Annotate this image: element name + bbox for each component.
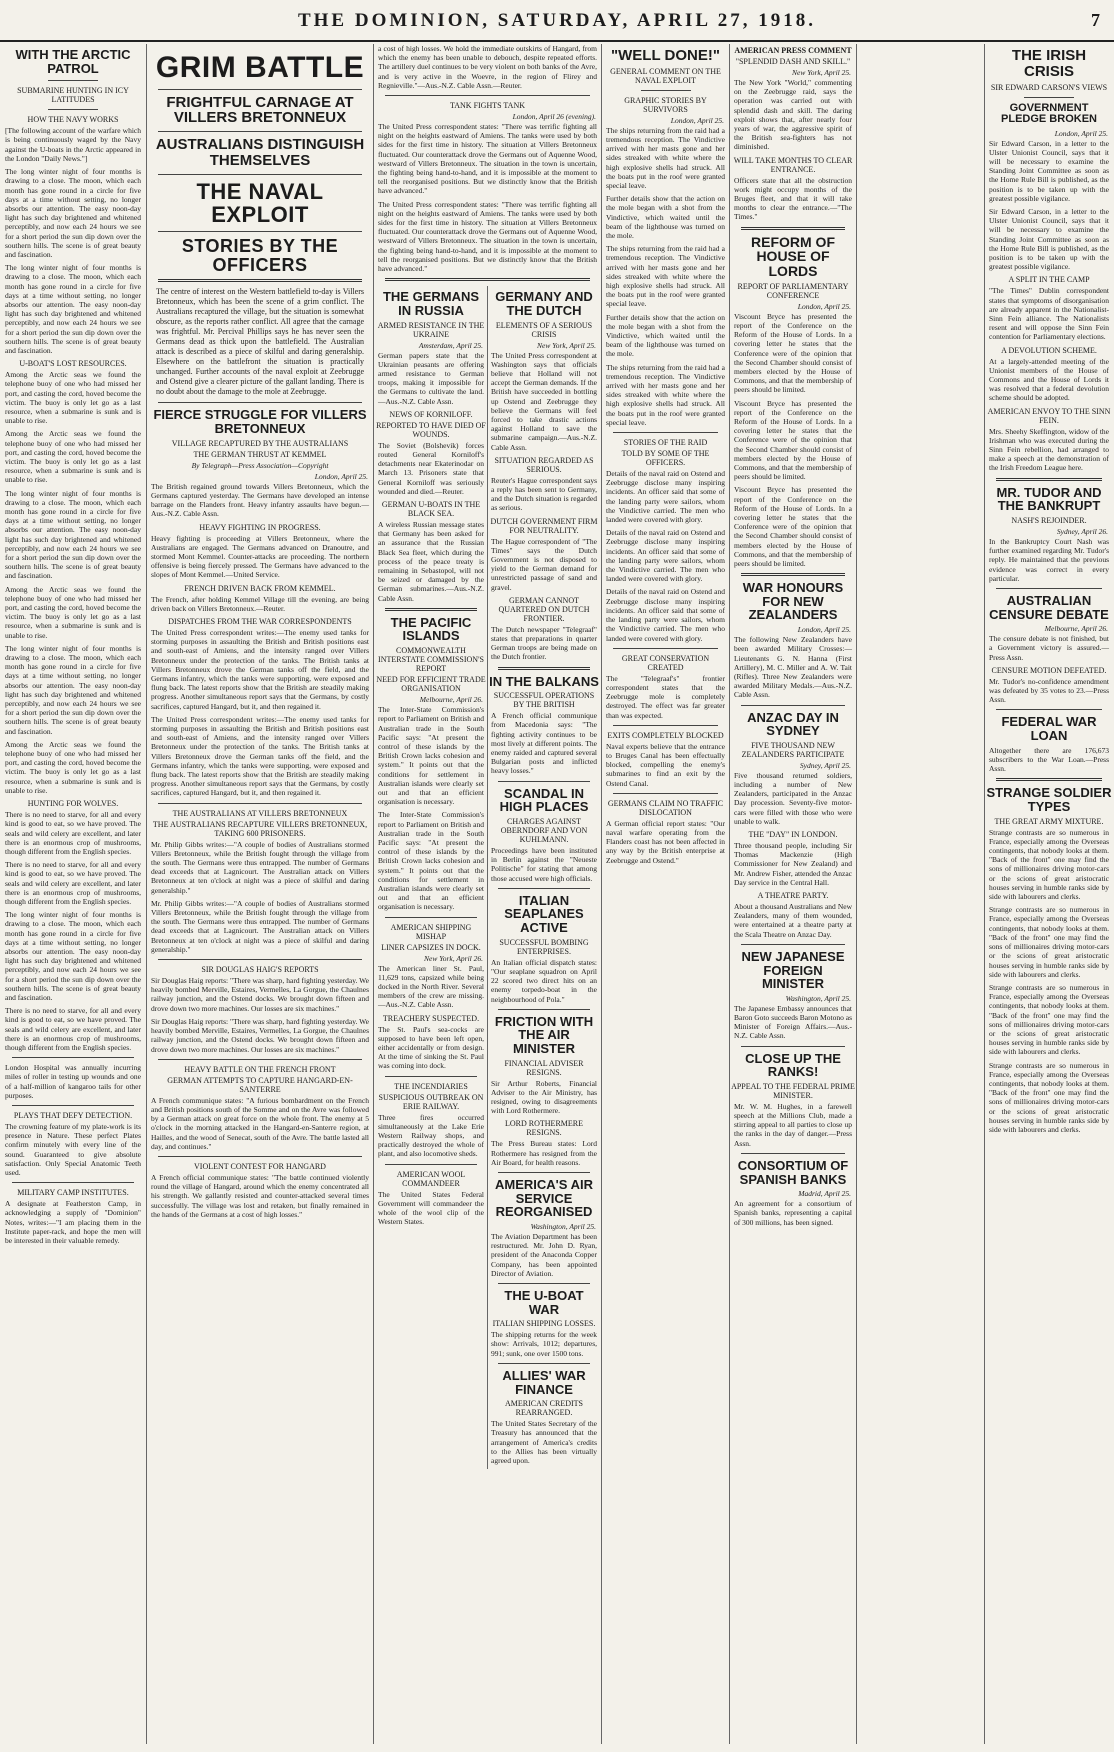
article-paragraph: Among the Arctic seas we found the telephone buoy of one who had missed her port, and casting the cord, hoved become the victim. The buoy is only let go as a last resource, when a submarine is sunk and is unable to rise. (5, 739, 141, 795)
article-headline: SCANDAL IN HIGH PLACES (499, 785, 589, 815)
section-subhead: DUTCH GOVERNMENT FIRM FOR NEUTRALITY. (490, 516, 598, 535)
article-intro: [The following account of the warfare which is being continuously waged by the Navy against the U-boats in the Arctic appeared in the London "Daily News."] (5, 126, 141, 163)
article-paragraph: There is no need to starve, for all and every kind is good to eat, so we have proved. The seals and wild celery are excellent, and later there is an enormous crop of mushrooms, though different from the English species. (5, 1006, 141, 1052)
article-paragraph: A French official communique from Macedonia says: "The fighting activity continues to be most lively at different points. The enemy raided and captured several Bulgarian posts and inflicted heavy losses." (491, 711, 597, 776)
article-paragraph: "The Times" Dublin correspondent states that symptoms of disorganisation are already apparent in the Nationalist-Sinn Fein alliance. The Nationalists resent and will oppose the Sinn Fein contention for Parliamentary elections. (989, 286, 1109, 342)
section-subhead: THE "DAY" IN LONDON. (748, 830, 838, 840)
article-paragraph: There is no need to starve, for all and every kind is good to eat, so we have proved. The seals and wild celery are excellent, and later there is an enormous crop of mushrooms, though different from the English species. (5, 810, 141, 856)
lead-headline: GRIM BATTLE (155, 51, 365, 84)
article-paragraph: Mr. W. M. Hughes, in a farewell speech at the Millions Club, made a stirring appeal to all parties to close up the ranks in the day of danger.—Press Assn. (734, 1101, 852, 1148)
lead-intro: The centre of interest on the Western battlefield to-day is Villers Bretonneux, which has been the scene of a grim conflict. The Australians recaptured the village, but the situation is somewhat obscure, as the reports rather conflict. All agree that the carnage was frightful. Mr. Percival Phillips says he has never seen the Germans dead as thick upon the battlefield. The Australian attack is described as a piece of skilful and daring generalship. Elsewhere on the battlefront the situation is practically unchanged. Further accounts of the naval exploit at Zeebrugge and Ostend give a clearer picture of the gallant landing. There is no doubt about the damage to the mole at Zeebrugge. (156, 287, 364, 397)
column-3 (375, 44, 600, 1744)
section-subhead: A SPLIT IN THE CAMP (1008, 275, 1090, 285)
section-subhead: AMERICAN ENVOY TO THE SINN FEIN. (987, 406, 1111, 425)
article-subhead: THE GERMAN THRUST AT KEMMEL (193, 449, 327, 459)
newspaper-masthead-title: THE DOMINION, SATURDAY, APRIL 27, 1918. (297, 10, 816, 31)
article-headline: NEW JAPANESE FOREIGN MINISTER (741, 948, 845, 992)
dateline: London, April 25. (1054, 128, 1108, 138)
sub-column (488, 286, 600, 1469)
article-paragraph: The United Press correspondent at Washington says that officials believe that Holland will not accept the German demands. If the British have succeeded in bottling up Ostend and Zeebrugge they believe the Germans will feel forced to take drastic actions against Holland to save the submarine campaign.—Aus.-N.Z. Cable Assn. (491, 350, 597, 452)
article-paragraph: The long winter night of four months is drawing to a close. The moon, which each month has gone round in a circle for five days at a time without setting, no longer absorbs our attention. The easy noon-day light has such day brightened and whitened perceptibly, and now each 24 hours we see for a short period the sun dip down over the southern hills. The scene is of great beauty and fascination. (5, 488, 141, 581)
section-subhead: LINER CAPSIZES IN DOCK. (381, 942, 481, 952)
article-paragraph: Altogether there are 176,673 subscribers to the War Loan.—Press Assn. (989, 745, 1109, 774)
article-paragraph: Proceedings have been instituted in Berlin against the "Neueste Politische" for stating that among those accused were high officials. (491, 845, 597, 883)
article-paragraph: The Inter-State Commission's report to Parliament on British and Australian trade in the South Pacific says: "At present the control of these islands by the British Crown lacks cohesion and system." It points out that the conditions for settlement in Australian islands were clearly set out and that an efficient organisation is necessary. (378, 810, 484, 912)
column-6 (731, 44, 855, 1744)
lead-subheadline: STORIES BY THE OFFICERS (181, 235, 339, 275)
article-headline: THE GERMANS IN RUSSIA (382, 289, 480, 318)
dateline: London, April 26 (evening). (512, 112, 596, 122)
article-paragraph: Mrs. Sheehy Skeffington, widow of the Irishman who was executed during the Sinn Fein rebellion, had arranged to make a speech at the demonstration of the Irish Freedom League here. (989, 426, 1109, 473)
dateline: Melbourne, April 26. (1044, 624, 1108, 634)
article-paragraph: The long winter night of four months is drawing to a close. The moon, which each month has gone round in a circle for five days at a time without setting, no longer absorbs our attention. The easy noon-day light has such day brightened and whitened perceptibly, and now each 24 hours we see for a short period the sun dip down over the southern hills. The scene is of great beauty and fascination. (5, 167, 141, 259)
article-paragraph: Strange contrasts are so numerous in France, especially among the Overseas contingents, that nobody looks at them. "Back of the front" one may find the sons of millionaires driving motor-cars or the scions of great aristocratic houses serving in humble ranks side by side with labourers and clerks. (989, 982, 1109, 1057)
masthead (0, 0, 1114, 42)
dateline: London, April 25. (797, 301, 851, 311)
article-headline: AMERICAN PRESS COMMENT (734, 46, 852, 55)
article-headline: FIERCE STRUGGLE FOR VILLERS BRETONNEUX (153, 407, 367, 437)
article-paragraph: London Hospital was annually incurring miles of roller in testing up wounds and one of a half-million of kangaroo tails for other purposes. (5, 1063, 141, 1100)
section-subhead: AMERICAN WOOL COMMANDEER (396, 1169, 466, 1188)
dateline: London, April 25. (670, 115, 724, 125)
article-paragraph: Details of the naval raid on Ostend and Zeebrugge disclose many inspiring incidents. An officer said that some of the landing party were sailors, whom the Vindictive carried. The men who landed were covered with glory. (606, 587, 725, 643)
article-paragraph: A German official report states: "Our naval warfare operating from the Flanders coast has not been affected in any way by the British enterprise at Zeebrugge and Ostend." (606, 818, 725, 865)
article-headline: ALLIES' WAR FINANCE (502, 1367, 586, 1397)
article-headline: THE PACIFIC ISLANDS (390, 614, 472, 644)
article-subhead: HOW THE NAVY WORKS (27, 115, 119, 125)
article-paragraph: a cost of high losses. We hold the immediate outskirts of Hangard, from which the enemy has been unable to debouch, despite repeated efforts. The artillery duel continues to be very violent on both banks of the Avre, and is very active in the Woevre, in the region of Flirey and Regnieville."—Aus.-N.Z. Cable Assn.—Reuter. (378, 44, 597, 90)
article-paragraph: The United Press correspondent writes:—The enemy used tanks for storming purposes in assaulting the British and British positions east and south-east of Amiens, and the intensity ranged over Villers Bretonneux under the protection of the tanks. The British tanks at Villers Bretonneux drove the German tanks off the field, and the Germans infantry, which the tanks were supporting, were exposed and flung back. The latest reports show that the British are steadily making progress. Another simultaneous report says that the Germans, by costly sacrifices, captured Hangard, but it, and then regained it. (151, 627, 369, 711)
dateline: Madrid, April 25. (798, 1189, 851, 1199)
section-subhead: MILITARY CAMP INSTITUTES. (17, 1188, 129, 1198)
lead-story-column (148, 44, 372, 1744)
article-subhead: COMMONWEALTH INTERSTATE COMMISSION'S REPORT (378, 646, 484, 674)
section-subhead: TOLD BY SOME OF THE OFFICERS. (621, 449, 710, 468)
dateline: New York, April 26. (424, 953, 483, 963)
column-7 (986, 44, 1112, 1744)
article-paragraph: Three fires occurred simultaneously at the Lake Erie Western Railway shops, and practically destroyed the whole of plant, and also locomotive sheds. (378, 1112, 484, 1159)
section-subhead: A THEATRE PARTY. (757, 891, 829, 901)
article-paragraph: The Aviation Department has been restructured. Mr. John D. Ryan, president of the Anaconda Copper Company, has been appointed Director of Aviation. (491, 1231, 597, 1278)
article-paragraph: Strange contrasts are so numerous in France, especially among the Overseas contingents, that nobody looks at them. "Back of the front" one may find the sons of millionaires driving motor-cars or the scions of great aristocratic houses serving in humble ranks side by side with labourers and clerks. (989, 827, 1109, 902)
section-subhead: GREAT CONSERVATION CREATED (621, 653, 710, 672)
split-section (375, 286, 600, 1469)
article-paragraph: The Inter-State Commission's report to Parliament on British and Australian trade in the South Pacific says: "At present the control of these islands by the British Crown lacks cohesion and system." It points out that the conditions for settlement in Australian islands were clearly set out and that an efficient organisation is necessary. (378, 705, 484, 807)
article-paragraph: The ships returning from the raid had a tremendous reception. The Vindictive arrived with her masts gone and her sides streaked with white where the high explosive shells had struck. All the boats put in the roof were granted special leave. (606, 362, 725, 427)
article-subhead: SUCCESSFUL OPERATIONS BY THE BRITISH (493, 691, 595, 710)
section-subhead: GERMAN U-BOATS IN THE BLACK SEA. (381, 499, 481, 518)
article-paragraph: The United States Federal Government will commandeer the whole of the wool clip of the Western States. (378, 1189, 484, 1227)
section-subhead: THE INCENDIARIES (394, 1081, 468, 1091)
section-subhead: A DEVOLUTION SCHEME. (1001, 345, 1097, 355)
column-5 (603, 44, 728, 1744)
section-subhead: FRENCH DRIVEN BACK FROM KEMMEL. (184, 583, 336, 593)
section-subhead: DISPATCHES FROM THE WAR CORRESPONDENTS (168, 616, 352, 626)
article-paragraph: Sir Arthur Roberts, Financial Adviser to the Air Ministry, has resigned, owing to disagreements with Lord Rothermere. (491, 1078, 597, 1116)
article-paragraph: Viscount Bryce has presented the report of the Conference on the Reform of the House of Lords. In a covering letter he states that the Conference were of the opinion that the Second Chamber should consist of members elected by the House of Commons, and that the membership of peers should be limited. (734, 311, 852, 395)
section-subhead: SIR DOUGLAS HAIG'S REPORTS (201, 965, 319, 975)
article-paragraph: The ships returning from the raid had a tremendous reception. The Vindictive arrived with her masts gone and her sides streaked with white where the high explosive shells had struck. All the boats put in the roof were granted special leave. (606, 244, 725, 309)
section-subhead: WILL TAKE MONTHS TO CLEAR ENTRANCE. (733, 155, 853, 174)
section-subhead: REPORTED TO HAVE DIED OF WOUNDS. (376, 420, 486, 439)
article-paragraph: The shipping returns for the week show: Arrivals, 1012; departures, 991; sunk, one over 1500 tons. (491, 1330, 597, 1358)
article-subhead: FIVE THOUSAND NEW ZEALANDERS PARTICIPATE (741, 740, 845, 759)
section-subhead: GERMAN ATTEMPTS TO CAPTURE HANGARD-EN-SANTERRE (167, 1075, 353, 1094)
article-paragraph: The censure debate is not finished, but a Government victory is assured.—Press Assn. (989, 634, 1109, 662)
article-subhead: VILLAGE RECAPTURED BY THE AUSTRALIANS (171, 438, 349, 448)
article-headline: ANZAC DAY IN SYDNEY (747, 709, 839, 739)
column-1 (2, 44, 144, 1744)
section-subhead: STORIES OF THE RAID (623, 438, 708, 448)
article-paragraph: Sir Douglas Haig reports: "There was sharp, hard fighting yesterday. We heavily bombed Merville, Estaires, Vermelles, La Gorgue, the Chaulnes railway junction, and the Ostend docks. We brought down fifteen and drove down two more machines. Our losses are six machines." (151, 976, 369, 1013)
article-subhead: APPEAL TO THE FEDERAL PRIME MINISTER. (731, 1081, 855, 1100)
dateline: Melbourne, April 26. (419, 695, 483, 705)
article-paragraph: Further details show that the action on the mole began with a shot from the Vindictive, which waited until the beam of the lighthouse was turned on the mole. (606, 194, 725, 240)
dateline: Sydney, April 26. (1056, 526, 1108, 536)
article-paragraph: The following New Zealanders have been awarded Military Crosses:—Lieutenants G. N. Hanna (First Artillery), M. C. Miller and A. W. Tait (Rifles). Three New Zealanders were awarded Military Medals.—Aus.-N.Z. Cable Assn. (734, 635, 852, 700)
article-paragraph: The British regained ground towards Villers Bretonneux, which the Germans captured yesterday. The Germans have developed an intense barrage on the Flanders front. Heavy infantry assaults have begun.—Aus.-N.Z. Cable Assn. (151, 481, 369, 519)
article-paragraph: The Dutch newspaper "Telegraaf" states that preparations in quarter German troops are being made on the Dutch frontier. (491, 624, 597, 662)
article-paragraph: Officers state that all the obstruction work might occupy months of the Bruges fleet, and that it will take months to clear the entrance.—"The Times." (734, 175, 852, 222)
lead-subheadline: FRIGHTFUL CARNAGE AT VILLERS BRETONNEUX (166, 93, 354, 127)
article-paragraph: Mr. Philip Gibbs writes:—"A couple of bodies of Australians stormed Villers Bretonneux, while the British fought through the village from the south. The Germans were thus entrapped. The number of Germans dead exceeds that at Lagnicourt. The Australian attack on Villers Bretonneux at ten o'clock at night was a piece of skilful and daring generalship." (151, 839, 369, 895)
section-subhead: HEAVY FIGHTING IN PROGRESS. (199, 522, 321, 532)
article-subhead: SUBMARINE HUNTING IN ICY LATITUDES (17, 86, 129, 105)
article-headline: CLOSE UP THE RANKS! (745, 1050, 841, 1080)
article-paragraph: Details of the naval raid on Ostend and Zeebrugge disclose many inspiring incidents. An officer said that some of the landing party were sailors, whom the Vindictive carried. The men who landed were covered with glory. (606, 469, 725, 525)
article-headline: STRANGE SOLDIER TYPES (986, 785, 1112, 815)
section-subhead: SITUATION REGARDED AS SERIOUS. (494, 455, 594, 474)
article-headline: THE U-BOAT WAR (504, 1288, 584, 1317)
article-headline: AUSTRALIAN CENSURE DEBATE (989, 592, 1109, 622)
article-headline: WITH THE ARCTIC PATROL (15, 47, 131, 76)
article-paragraph: The long winter night of four months is drawing to a close. The moon, which each month has gone round in a circle for five days at a time without setting, no longer absorbs our attention. The easy noon-day light has such day brightened and whitened perceptibly, and now each 24 hours we see for a short period the sun dip down over the southern hills. The scene is of great beauty and fascination. (5, 910, 141, 1002)
article-paragraph: There is no need to starve, for all and every kind is good to eat, so we have proved. The seals and wild celery are excellent, and later there is an enormous crop of mushrooms, though different from the English species. (5, 860, 141, 906)
article-paragraph: Mr. Tudor's no-confidence amendment was defeated by 35 votes to 23.—Press Assn. (989, 676, 1109, 705)
dateline: London, April 25. (314, 471, 368, 481)
dateline: London, April 25. (797, 625, 851, 635)
article-subhead: SUCCESSFUL BOMBING ENTERPRISES. (499, 937, 589, 956)
article-subhead: CHARGES AGAINST OBERNDORF AND VON KUHLMANN. (500, 816, 588, 844)
section-subhead: PLAYS THAT DEFY DETECTION. (13, 1110, 133, 1120)
article-headline: REFORM OF HOUSE OF LORDS (751, 233, 835, 280)
article-headline: THE IRISH CRISIS (1011, 47, 1087, 80)
article-headline: CONSORTIUM OF SPANISH BANKS (737, 1157, 849, 1187)
section-subhead: SUSPICIOUS OUTBREAK ON ERIE RAILWAY. (378, 1092, 484, 1111)
article-paragraph: The American liner St. Paul, 11,629 tons, capsized while being docked in the North River. Several members of the crew are missing.—Aus.-N.Z. Cable Assn. (378, 963, 484, 1010)
article-paragraph: The United Press correspondent writes:—The enemy used tanks for storming purposes in assaulting the British and British positions east and south-east of Amiens, and the intensity ranged over Villers Bretonneux under the protection of the tanks. The British tanks at Villers Bretonneux drove the German tanks off the field, and the Germans infantry, which the tanks were supporting, were exposed and flung back. The latest reports show that the British are steadily making progress. Another simultaneous report says that the Germans, by costly sacrifices, captured Hangard, but it, and then regained it. (151, 714, 369, 798)
article-paragraph: Viscount Bryce has presented the report of the Conference on the Reform of the House of Lords. In a covering letter he states that the Conference were of the opinion that the Second Chamber should consist of members elected by the House of Commons, and that the membership of peers should be limited. (734, 485, 852, 568)
article-subhead: FINANCIAL ADVISER RESIGNS. (504, 1058, 584, 1077)
article-paragraph: Strange contrasts are so numerous in France, especially among the Overseas contingents, that nobody looks at them. "Back of the front" one may find the sons of millionaires driving motor-cars or the scions of great aristocratic houses serving in humble ranks side by side with labourers and clerks. (989, 1060, 1109, 1134)
article-paragraph: Five thousand returned soldiers, including a number of New Zealanders, participated in the Anzac Day procession. Seventy-five motor-cars were filled with those who were unable to walk. (734, 770, 852, 826)
article-subhead: SIR EDWARD CARSON'S VIEWS (990, 82, 1108, 92)
article-subhead: "SPLENDID DASH AND SKILL." (735, 57, 851, 66)
dateline: Washington, April 25. (530, 1221, 596, 1231)
article-paragraph: The ships returning from the raid had a tremendous reception. The Vindictive arrived with her masts gone and her sides streaked with white where the high explosive shells had struck. All the boats put in the roof were granted special leave. (606, 125, 725, 190)
dateline: Amsterdam, April 25. (418, 340, 483, 350)
article-headline: WAR HONOURS FOR NEW ZEALANDERS (742, 580, 844, 623)
article-paragraph: At a largely-attended meeting of the Unionist members of the House of Commons and the House of Lords it was resolved that a federal devolution scheme should be adopted. (989, 356, 1109, 403)
dateline: Washington, April 25. (785, 993, 851, 1003)
section-subhead: THE AUSTRALIANS RECAPTURE VILLERS BRETONNEUX, TAKING 600 PRISONERS. (152, 819, 368, 838)
section-subhead: HEAVY BATTLE ON THE FRENCH FRONT (184, 1064, 336, 1074)
article-headline: GERMANY AND THE DUTCH (495, 289, 593, 318)
section-subhead: AMERICAN SHIPPING MISHAP (390, 922, 472, 941)
page-number: 7 (1091, 10, 1100, 30)
section-subhead: LORD ROTHERMERE RESIGNS. (505, 1119, 583, 1138)
section-subhead: U-BOAT'S LOST RESOURCES. (19, 359, 127, 369)
column-rule (373, 44, 374, 1744)
section-subhead: VIOLENT CONTEST FOR HANGARD (194, 1161, 326, 1171)
section-subhead: CENSURE MOTION DEFEATED. (991, 665, 1107, 675)
article-headline: FEDERAL WAR LOAN (1001, 714, 1097, 744)
article-paragraph: A French communique states: "A furious bombardment on the French and British positions south of the Somme and on the Avre was followed by a German attack on great force on the whole front. The enemy at 5 o'clock in the morning attacked in the Hangard-en-Santerre region, at Hailles, and the wood of Senecat, south of the Avre. The battle lasted all day, and continues." (151, 1095, 369, 1151)
article-paragraph: In the Bankruptcy Court Nash was further examined regarding Mr. Tudor's reply. He maintained that the previous evidence was correct in every particular. (989, 536, 1109, 583)
article-subhead: ITALIAN SHIPPING LOSSES. (492, 1319, 596, 1329)
article-paragraph: The United Press correspondent states: "There was terrific fighting all night on the heights eastward of Amiens. The tanks were used by both sides for the first time in history. The situation at Villers Bretonneux fluctuated. Our counterattack drove the Germans out of Aquenne Wood, westward of Villers Bretonneux. The situation in the town is uncertain, the fighting being hand-to-hand, and it is impossible at the moment to tell the reorganised positions. But we distinctly know that the British have advanced." (378, 122, 597, 196)
article-paragraph: The Hague correspondent of "The Times" says the Dutch Government is not disposed to yield to the German demand for unrestricted passage of sand and gravel. (491, 536, 597, 592)
article-paragraph: The crowning feature of my plate-work is its presence in Nature. These perfect Plates confirm minutely with every line of the sound. Guaranteed to give absolute satisfaction. Only Special Anatomic Teeth used. (5, 1121, 141, 1177)
column-rule (856, 44, 857, 1744)
article-paragraph: Among the Arctic seas we found the telephone buoy of one who had missed her port, and casting the cord, hoved become the victim. The buoy is only let go as a last resource, when a submarine is sunk and is unable to rise. (5, 584, 141, 640)
article-paragraph: Three thousand people, including Sir Thomas Mackenzie (High Commissioner for New Zealand) and Mr. Andrew Fisher, attended the Anzac Day service in the Central Hall. (734, 841, 852, 887)
section-subhead: TREACHERY SUSPECTED. (382, 1013, 480, 1023)
article-paragraph: Sir Douglas Haig reports: "There was sharp, hard fighting yesterday. We heavily bombed Merville, Estaires, Vermelles, La Gorgue, the Chaulnes railway junction, and the Ostend docks. We brought down fifteen and drove down two more machines. Our losses are six machines." (151, 1016, 369, 1054)
article-paragraph: Naval experts believe that the entrance to Bruges Canal has been effectually blocked, compelling the enemy's submarines to find an exit by the Ostend Canal. (606, 741, 725, 788)
article-paragraph: The New York "World," commenting on the Zeebrugge raid, says the operation was carried out with splendid dash and skill. The daring exploit shows that, after nearly four years of war, the aggressive spirit of the British sea-fighters has not diminished. (734, 78, 852, 152)
column-rule (984, 44, 985, 1744)
article-paragraph: Further details show that the action on the mole began with a shot from the Vindictive, which waited until the beam of the lighthouse was turned on the mole. (606, 312, 725, 359)
article-subhead: GOVERNMENT PLEDGE BROKEN (1001, 101, 1097, 126)
lead-subheadline: THE NAVAL EXPLOIT (196, 178, 324, 227)
section-subhead: TANK FIGHTS TANK (449, 101, 525, 111)
article-paragraph: The long winter night of four months is drawing to a close. The moon, which each month has gone round in a circle for five days at a time without setting, no longer absorbs our attention. The easy noon-day light has such day brightened and whitened perceptibly, and now each 24 hours we see for a short period the sun dip down over the southern hills. The scene is of great beauty and fascination. (5, 263, 141, 355)
section-subhead: GERMAN CANNOT QUARTERED ON DUTCH FRONTIER. (498, 595, 590, 623)
article-headline: FRICTION WITH THE AIR MINISTER (494, 1013, 594, 1056)
article-paragraph: The United Press correspondent states: "There was terrific fighting all night on the heights eastward of Amiens. The tanks were used by both sides for the first time in history. The situation at Villers Bretonneux fluctuated. Our counterattack drove the Germans out of Aquenne Wood, westward of Villers Bretonneux. The situation in the town is uncertain, the fighting being hand-to-hand, and it is impossible at the moment to tell the reorganised positions. But we distinctly know that the British have advanced." (378, 199, 597, 274)
article-paragraph: An Italian official dispatch states: "Our seaplane squadron on April 22 scored two direct hits on an enemy torpedo-boat in the neighbourhood of Pola." (491, 957, 597, 1004)
article-paragraph: The United States Secretary of the Treasury has announced that the arrangement of America's credits to the Allies has been virtually agreed upon. (491, 1419, 597, 1465)
article-subhead: REPORT OF PARLIAMENTARY CONFERENCE (737, 281, 849, 300)
column-rule (146, 44, 147, 1744)
section-subhead: NEWS OF KORNILOFF. (389, 409, 473, 419)
article-paragraph: Reuter's Hague correspondent says a reply has been sent to Germany, and the Dutch situation is regarded as serious. (491, 475, 597, 513)
article-subhead: GENERAL COMMENT ON THE NAVAL EXPLOIT (610, 66, 721, 85)
article-subhead: AMERICAN CREDITS REARRANGED. (504, 1399, 583, 1418)
byline: By Telegraph—Press Association—Copyright (191, 460, 329, 470)
article-paragraph: The Japanese Embassy announces that Baron Goto succeeds Baron Motono as Minister of Foreign Affairs.—Aus.-N.Z. Cable Assn. (734, 1003, 852, 1041)
column-rule (601, 44, 602, 1744)
article-paragraph: Among the Arctic seas we found the telephone buoy of one who had missed her port, and casting the cord, hoved become the victim. The buoy is only let go as a last resource, when a submarine is sunk and is unable to rise. (5, 370, 141, 426)
article-paragraph: The Soviet (Bolshevik) forces routed General Korniloff's detachments near Ekaterinodar on March 13. Prisoners state that General Korniloff was seriously wounded and died.—Reuter. (378, 440, 484, 496)
article-paragraph: Sir Edward Carson, in a letter to the Ulster Unionist Council, says that it will be necessary to examine the Standing Joint Committee as soon as the Home Rule Bill is published, as the position is to be taken up with the greatest possible vigilance. (989, 207, 1109, 272)
article-paragraph: The St. Paul's sea-cocks are supposed to have been left open, either accidentally or from design. At the time of sinking the St. Paul was coming into dock. (378, 1024, 484, 1071)
article-paragraph: The long winter night of four months is drawing to a close. The moon, which each month has gone round in a circle for five days at a time without setting, no longer absorbs our attention. The easy noon-day light has such day brightened and whitened perceptibly, and now each 24 hours we see for a short period the sun dip down over the southern hills. The scene is of great beauty and fascination. (5, 643, 141, 736)
column-rule (729, 44, 730, 1744)
article-headline: "WELL DONE!" (611, 47, 720, 64)
article-paragraph: A designate at Featherston Camp, in acknowledging a supply of "Dominion" Notes, writes:—"I am placing them in the Institute paper-rack, and hope the men will be interested in their valuable remedy. (5, 1199, 141, 1246)
article-paragraph: The Press Bureau states: Lord Rothermere has resigned from the Air Board, for health reasons. (491, 1139, 597, 1167)
article-paragraph: Among the Arctic seas we found the telephone buoy of one who had missed her port, and casting the cord, hoved become the victim. The buoy is only let go as a last resource, when a submarine is sunk and is unable to rise. (5, 429, 141, 485)
article-subhead: ARMED RESISTANCE IN THE UKRAINE (377, 320, 485, 339)
lead-subheadline: AUSTRALIANS DISTINGUISH THEMSELVES (155, 136, 365, 169)
section-subhead: GERMANS CLAIM NO TRAFFIC DISLOCATION (607, 798, 724, 817)
article-paragraph: A wireless Russian message states that Germany has been asked for an assurance that the Russian Black Sea fleet, which during the process of the peace treaty is remaining in Sebastopol, will not be seized or damaged by the German submarines.—Aus.-N.Z. Cable Assn. (378, 519, 484, 603)
dateline: New York, April 25. (792, 68, 851, 77)
article-headline: AMERICA'S AIR SERVICE REORGANISED (495, 1177, 593, 1220)
dateline: Sydney, April 25. (799, 760, 851, 770)
article-paragraph: A French official communique states: "The battle continued violently round the village of Hangard, around which the enemy concentrated all his strength. We gallantly resisted and counter-attacked several times successfully. The village was lost and retaken, but finally remained in the hands of the Germans at a cost of high losses." (151, 1172, 369, 1219)
article-subhead: NEED FOR EFFICIENT TRADE ORGANISATION (376, 675, 486, 694)
article-paragraph: Sir Edward Carson, in a letter to the Ulster Unionist Council, says that it will be necessary to examine the Standing Joint Committee as soon as the Home Rule Bill is published, as the position is to be taken up with the greatest possible vigilance. (989, 138, 1109, 203)
article-paragraph: Mr. Philip Gibbs writes:—"A couple of bodies of Australians stormed Villers Bretonneux, while the British fought through the village from the south. The Germans were thus entrapped. The number of Germans dead exceeds that at Lagnicourt. The Australian attack on Villers Bretonneux at ten o'clock at night was a piece of skilful and daring generalship." (151, 898, 369, 954)
article-paragraph: The French, after holding Kemmel Village till the evening, are being driven back on Villers Bretonneux.—Reuter. (151, 594, 369, 613)
article-paragraph: About a thousand Australians and New Zealanders, many of them wounded, were entertained at a theatre party at the Scala Theatre on Anzac Day. (734, 902, 852, 939)
article-paragraph: The "Telegraaf's" frontier correspondent states that the Zeebrugge mole is completely destroyed. The effect was far greater than was expected. (606, 673, 725, 720)
dateline: New York, April 25. (537, 340, 596, 350)
article-headline: ITALIAN SEAPLANES ACTIVE (504, 892, 584, 936)
article-subhead: ELEMENTS OF A SERIOUS CRISIS (495, 320, 593, 339)
article-headline: MR. TUDOR AND THE BANKRUPT (996, 484, 1102, 514)
article-paragraph: Strange contrasts are so numerous in France, especially among the Overseas contingents, that nobody looks at them. "Back of the front" one may find the sons of millionaires driving motor-cars or the scions of great aristocratic houses serving in humble ranks side by side with labourers and clerks. (989, 905, 1109, 979)
article-subhead: NASH'S REJOINDER. (1011, 515, 1087, 525)
article-headline: IN THE BALKANS (489, 673, 599, 689)
section-subhead: EXITS COMPLETELY BLOCKED (607, 730, 724, 740)
article-subhead: THE GREAT ARMY MIXTURE. (994, 816, 1104, 826)
article-paragraph: Heavy fighting is proceeding at Villers Bretonneux, where the Australians are engaged. The Germans advanced on Dranoutre, and stormed Mont Kemmel. Counter-attacks are proceeding. The northern offensive is being fiercely pressed. The Germans have advanced to the slopes of Mont Kemmel.—United Service. (151, 533, 369, 580)
sub-column (375, 286, 488, 1469)
article-paragraph: German papers state that the Ukrainian peasants are offering armed resistance to German troops, making it impossible for the Germans to cultivate the land.—Aus.-N.Z. Cable Assn. (378, 350, 484, 406)
article-paragraph: Viscount Bryce has presented the report of the Conference on the Reform of the House of Lords. In a covering letter he states that the Conference were of the opinion that the Second Chamber should consist of members elected by the House of Commons, and that the membership of peers should be limited. (734, 398, 852, 482)
section-subhead: THE AUSTRALIANS AT VILLERS BRETONNEUX (172, 808, 348, 818)
article-subhead: GRAPHIC STORIES BY SURVIVORS (624, 95, 707, 114)
section-subhead: HUNTING FOR WOLVES. (27, 799, 119, 809)
article-paragraph: An agreement for a consortium of Spanish banks, representing a capital of 300 millions, has been signed. (734, 1199, 852, 1227)
article-paragraph: Details of the naval raid on Ostend and Zeebrugge disclose many inspiring incidents. An officer said that some of the landing party were sailors, whom the Vindictive carried. The men who landed were covered with glory. (606, 528, 725, 584)
